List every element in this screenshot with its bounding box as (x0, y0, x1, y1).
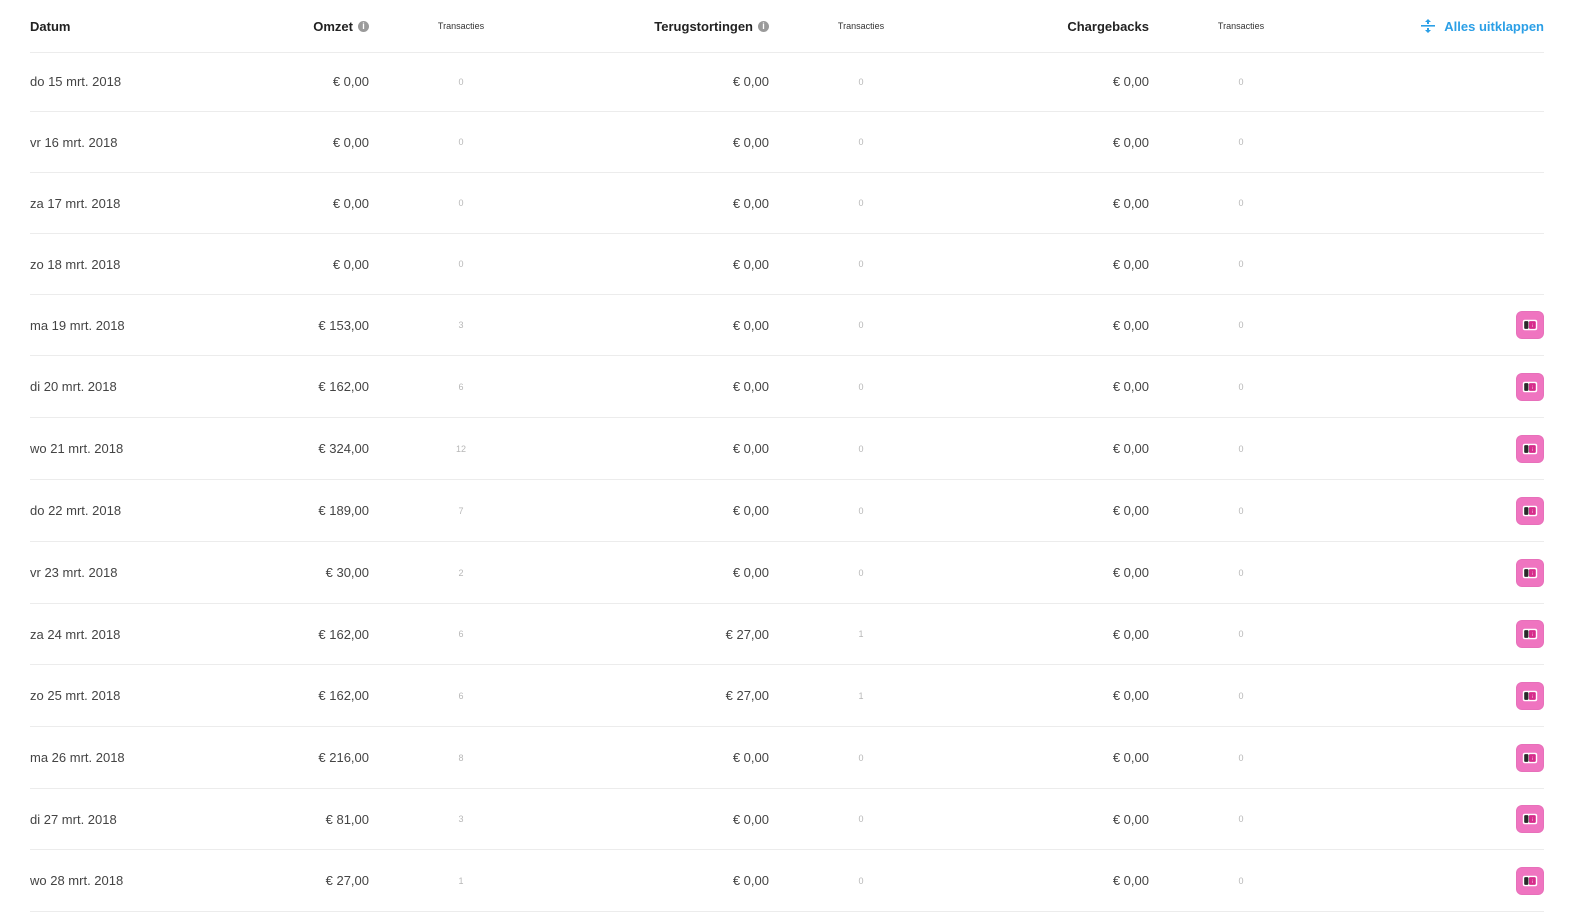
omzet-amount: € 0,00 (332, 134, 369, 150)
chargebacks-transactions-count: 0 (1238, 505, 1244, 516)
terugstortingen-cell (600, 665, 769, 726)
terugstortingen-amount: € 0,00 (732, 195, 769, 211)
payment-method-cell (1414, 789, 1544, 849)
payment-method-cell (1414, 52, 1544, 111)
omzet-transactions-cell (431, 789, 491, 849)
table-row[interactable] (30, 850, 1544, 912)
chargebacks-transactions-cell (1211, 52, 1271, 111)
omzet-transactions-cell (431, 850, 491, 911)
chargebacks-transactions-cell (1211, 665, 1271, 726)
chargebacks-transactions-cell (1211, 356, 1271, 417)
omzet-amount: € 153,00 (318, 317, 369, 333)
terugstortingen-cell (600, 173, 769, 233)
svg-text:i: i (1531, 322, 1533, 328)
terugstortingen-cell (600, 727, 769, 788)
ideal-icon (1522, 505, 1538, 517)
terugstortingen-transactions-cell (831, 727, 891, 788)
terugstortingen-transactions-count: 1 (858, 629, 864, 639)
omzet-transactions-count: 0 (458, 259, 464, 269)
chargebacks-cell (980, 173, 1149, 233)
payment-method-cell (1414, 173, 1544, 233)
chargebacks-transactions-cell (1211, 295, 1271, 355)
date-text: di 27 mrt. 2018 (30, 811, 117, 827)
terugstortingen-amount: € 0,00 (732, 134, 769, 150)
chargebacks-transactions-count: 0 (1238, 198, 1244, 208)
terugstortingen-transactions-cell (831, 418, 891, 479)
omzet-transactions-cell (431, 173, 491, 233)
omzet-cell (200, 604, 369, 664)
column-header-omzet-transacties (431, 0, 491, 52)
terugstortingen-cell (600, 52, 769, 111)
date-text: vr 16 mrt. 2018 (30, 134, 118, 150)
chargebacks-transactions-cell (1211, 234, 1271, 294)
terugstortingen-transacties-label: Transacties (837, 21, 885, 31)
payment-method-cell (1414, 542, 1544, 603)
chargebacks-cell (980, 234, 1149, 294)
terugstortingen-transactions-count: 0 (858, 198, 864, 208)
svg-text:i: i (1531, 570, 1533, 576)
omzet-amount: € 324,00 (318, 441, 369, 456)
omzet-transactions-cell (431, 480, 491, 541)
payment-method-cell (1414, 665, 1544, 726)
omzet-transactions-cell (431, 52, 491, 111)
chargebacks-cell (980, 356, 1149, 417)
omzet-transactions-count: 7 (458, 505, 464, 516)
ideal-icon (1522, 567, 1538, 579)
date-text: ma 26 mrt. 2018 (30, 750, 125, 765)
omzet-transactions-cell (431, 542, 491, 603)
chargebacks-transactions-cell (1211, 850, 1271, 911)
omzet-transactions-cell (431, 112, 491, 172)
info-icon[interactable]: i (758, 21, 769, 32)
date-text: zo 18 mrt. 2018 (30, 256, 121, 272)
chargebacks-amount: € 0,00 (1112, 811, 1149, 827)
svg-text:i: i (1531, 446, 1533, 452)
omzet-amount: € 162,00 (318, 626, 369, 642)
svg-text:i: i (1531, 816, 1533, 822)
terugstortingen-amount: € 0,00 (732, 565, 769, 580)
chargebacks-transactions-count: 0 (1238, 259, 1244, 269)
chargebacks-transactions-cell (1211, 418, 1271, 479)
expand-all-button[interactable] (1414, 0, 1544, 52)
terugstortingen-transactions-cell (831, 789, 891, 849)
chargebacks-transactions-cell (1211, 112, 1271, 172)
table-row[interactable] (30, 234, 1544, 295)
table-row[interactable] (30, 604, 1544, 665)
expand-all-label: Alles uitklappen (1444, 18, 1544, 34)
omzet-amount: € 162,00 (318, 379, 369, 394)
chargebacks-amount: € 0,00 (1112, 688, 1149, 703)
terugstortingen-amount: € 0,00 (732, 379, 769, 394)
omzet-transactions-cell (431, 295, 491, 355)
omzet-transactions-cell (431, 665, 491, 726)
chargebacks-transactions-cell (1211, 789, 1271, 849)
chargebacks-transactions-cell (1211, 173, 1271, 233)
omzet-amount: € 81,00 (325, 811, 369, 827)
chargebacks-amount: € 0,00 (1112, 441, 1149, 456)
chargebacks-transactions-cell (1211, 480, 1271, 541)
chargebacks-cell (980, 52, 1149, 111)
ideal-icon (1522, 381, 1538, 393)
date-text: za 17 mrt. 2018 (30, 195, 121, 211)
chargebacks-transactions-count: 0 (1238, 320, 1244, 330)
info-icon[interactable]: i (358, 21, 369, 32)
date-text: za 24 mrt. 2018 (30, 626, 121, 642)
terugstortingen-cell (600, 418, 769, 479)
omzet-transactions-count: 0 (458, 137, 464, 147)
chargebacks-transactions-count: 0 (1238, 690, 1244, 701)
chargebacks-cell (980, 665, 1149, 726)
svg-text:i: i (1531, 878, 1533, 884)
ideal-icon (1522, 443, 1538, 455)
omzet-transactions-count: 12 (455, 443, 466, 454)
terugstortingen-transactions-count: 0 (858, 381, 864, 392)
ideal-payment-button[interactable] (1516, 497, 1544, 525)
ideal-payment-button[interactable] (1516, 867, 1544, 895)
terugstortingen-transactions-count: 1 (858, 690, 864, 701)
terugstortingen-cell (600, 295, 769, 355)
chargebacks-transactions-count: 0 (1238, 137, 1244, 147)
terugstortingen-transactions-cell (831, 234, 891, 294)
terugstortingen-cell (600, 542, 769, 603)
terugstortingen-cell (600, 356, 769, 417)
date-text: vr 23 mrt. 2018 (30, 565, 118, 580)
terugstortingen-transactions-count: 0 (858, 505, 864, 516)
terugstortingen-cell (600, 480, 769, 541)
table-row[interactable] (30, 480, 1544, 542)
terugstortingen-transactions-cell (831, 604, 891, 664)
svg-text:i: i (1531, 508, 1533, 514)
omzet-transactions-count: 0 (458, 198, 464, 208)
terugstortingen-transactions-cell (831, 480, 891, 541)
terugstortingen-amount: € 0,00 (732, 74, 769, 89)
terugstortingen-transactions-count: 0 (858, 752, 864, 763)
terugstortingen-transactions-count: 0 (858, 137, 864, 147)
omzet-cell (200, 112, 369, 172)
chargebacks-cell (980, 604, 1149, 664)
terugstortingen-amount: € 0,00 (732, 441, 769, 456)
terugstortingen-amount: € 0,00 (732, 503, 769, 518)
terugstortingen-transactions-cell (831, 850, 891, 911)
table-row[interactable] (30, 112, 1544, 173)
chargebacks-amount: € 0,00 (1112, 195, 1149, 211)
terugstortingen-transactions-count: 0 (858, 259, 864, 269)
table-row[interactable] (30, 542, 1544, 604)
omzet-amount: € 0,00 (332, 195, 369, 211)
column-header-terugstortingen[interactable] (600, 0, 769, 52)
chargebacks-cell (980, 112, 1149, 172)
chargebacks-amount: € 0,00 (1112, 317, 1149, 333)
omzet-cell (200, 173, 369, 233)
omzet-transactions-count: 2 (458, 567, 464, 578)
ideal-payment-button[interactable] (1516, 311, 1544, 339)
payment-method-cell (1414, 234, 1544, 294)
date-text: zo 25 mrt. 2018 (30, 688, 121, 703)
omzet-amount: € 0,00 (332, 256, 369, 272)
column-header-chargebacks-transacties (1211, 0, 1271, 52)
table-row[interactable] (30, 295, 1544, 356)
terugstortingen-amount: € 27,00 (725, 626, 769, 642)
omzet-cell (200, 356, 369, 417)
omzet-amount: € 30,00 (325, 565, 369, 580)
chargebacks-amount: € 0,00 (1112, 256, 1149, 272)
payment-method-cell (1414, 112, 1544, 172)
terugstortingen-amount: € 27,00 (725, 688, 769, 703)
terugstortingen-amount: € 0,00 (732, 317, 769, 333)
omzet-cell (200, 234, 369, 294)
chargebacks-amount: € 0,00 (1112, 74, 1149, 89)
omzet-cell (200, 727, 369, 788)
omzet-cell (200, 480, 369, 541)
omzet-cell (200, 850, 369, 911)
date-text: wo 21 mrt. 2018 (30, 441, 124, 456)
table-row[interactable] (30, 665, 1544, 727)
omzet-transactions-count: 6 (458, 381, 464, 392)
table-row[interactable] (30, 727, 1544, 789)
omzet-transactions-count: 0 (458, 76, 464, 87)
chargebacks-transactions-count: 0 (1238, 875, 1244, 886)
chargebacks-cell (980, 727, 1149, 788)
terugstortingen-transactions-cell (831, 356, 891, 417)
omzet-transactions-cell (431, 418, 491, 479)
omzet-transactions-cell (431, 356, 491, 417)
chargebacks-amount: € 0,00 (1112, 379, 1149, 394)
chargebacks-cell (980, 789, 1149, 849)
svg-text:i: i (1531, 693, 1533, 699)
omzet-cell (200, 789, 369, 849)
ideal-icon (1522, 319, 1538, 331)
chargebacks-transactions-cell (1211, 727, 1271, 788)
chargebacks-amount: € 0,00 (1112, 873, 1149, 888)
ideal-icon (1522, 875, 1538, 887)
terugstortingen-amount: € 0,00 (732, 811, 769, 827)
terugstortingen-transactions-cell (831, 295, 891, 355)
ideal-payment-button[interactable] (1516, 373, 1544, 401)
payment-method-cell (1414, 727, 1544, 788)
chargebacks-header-label: Chargebacks (1067, 18, 1149, 34)
terugstortingen-transactions-count: 0 (858, 76, 864, 87)
svg-text:i: i (1531, 384, 1533, 390)
omzet-transacties-label: Transacties (437, 21, 485, 31)
terugstortingen-cell (600, 789, 769, 849)
chargebacks-transactions-count: 0 (1238, 814, 1244, 824)
table-header (30, 0, 1544, 53)
chargebacks-cell (980, 418, 1149, 479)
omzet-transactions-count: 6 (458, 690, 464, 701)
omzet-cell (200, 665, 369, 726)
chargebacks-cell (980, 542, 1149, 603)
terugstortingen-transactions-count: 0 (858, 875, 864, 886)
chargebacks-amount: € 0,00 (1112, 503, 1149, 518)
omzet-cell (200, 418, 369, 479)
terugstortingen-transactions-cell (831, 52, 891, 111)
terugstortingen-transactions-cell (831, 665, 891, 726)
chargebacks-amount: € 0,00 (1112, 750, 1149, 765)
terugstortingen-transactions-cell (831, 542, 891, 603)
expand-icon (1420, 18, 1436, 34)
chargebacks-transactions-count: 0 (1238, 629, 1244, 639)
chargebacks-transactions-count: 0 (1238, 443, 1244, 454)
terugstortingen-amount: € 0,00 (732, 873, 769, 888)
chargebacks-transactions-cell (1211, 604, 1271, 664)
table-row[interactable] (30, 418, 1544, 480)
svg-text:i: i (1531, 631, 1533, 637)
terugstortingen-transactions-count: 0 (858, 814, 864, 824)
payment-method-cell (1414, 356, 1544, 417)
chargebacks-amount: € 0,00 (1112, 565, 1149, 580)
omzet-amount: € 0,00 (332, 74, 369, 89)
date-text: do 15 mrt. 2018 (30, 74, 122, 89)
date-text: do 22 mrt. 2018 (30, 503, 122, 518)
date-text: di 20 mrt. 2018 (30, 379, 117, 394)
chargebacks-amount: € 0,00 (1112, 626, 1149, 642)
ideal-payment-button[interactable] (1516, 559, 1544, 587)
terugstortingen-transactions-cell (831, 112, 891, 172)
ideal-payment-button[interactable] (1516, 682, 1544, 710)
omzet-transactions-cell (431, 234, 491, 294)
omzet-transactions-cell (431, 604, 491, 664)
chargebacks-transactions-count: 0 (1238, 76, 1244, 87)
omzet-transactions-count: 6 (458, 629, 464, 639)
ideal-payment-button[interactable] (1516, 805, 1544, 833)
omzet-transactions-count: 8 (458, 752, 464, 763)
table-row[interactable] (30, 356, 1544, 418)
ideal-payment-button[interactable] (1516, 435, 1544, 463)
chargebacks-transactions-count: 0 (1238, 567, 1244, 578)
omzet-amount: € 189,00 (318, 503, 369, 518)
terugstortingen-header-label: Terugstortingen (654, 18, 753, 34)
terugstortingen-cell (600, 850, 769, 911)
chargebacks-transactions-cell (1211, 542, 1271, 603)
table-row[interactable] (30, 789, 1544, 850)
ideal-icon (1522, 628, 1538, 640)
payment-method-cell (1414, 480, 1544, 541)
table-row[interactable] (30, 52, 1544, 112)
omzet-transactions-count: 3 (458, 814, 464, 824)
payment-method-cell (1414, 418, 1544, 479)
omzet-transactions-count: 1 (458, 875, 464, 886)
omzet-amount: € 27,00 (325, 873, 369, 888)
chargebacks-amount: € 0,00 (1112, 134, 1149, 150)
omzet-transactions-cell (431, 727, 491, 788)
omzet-header-label: Omzet (313, 18, 353, 34)
payment-method-cell (1414, 850, 1544, 911)
terugstortingen-amount: € 0,00 (732, 256, 769, 272)
chargebacks-transactions-count: 0 (1238, 752, 1244, 763)
terugstortingen-amount: € 0,00 (732, 750, 769, 765)
datum-header-label: Datum (30, 18, 71, 34)
payment-method-cell (1414, 604, 1544, 664)
omzet-transactions-count: 3 (458, 320, 464, 330)
ideal-icon (1522, 690, 1538, 702)
chargebacks-cell (980, 850, 1149, 911)
omzet-cell (200, 295, 369, 355)
date-text: ma 19 mrt. 2018 (30, 317, 125, 333)
terugstortingen-cell (600, 604, 769, 664)
ideal-icon (1522, 813, 1538, 825)
omzet-cell (200, 52, 369, 111)
omzet-amount: € 216,00 (318, 750, 369, 765)
column-header-terugstortingen-transacties (831, 0, 891, 52)
date-text: wo 28 mrt. 2018 (30, 873, 124, 888)
terugstortingen-transactions-count: 0 (858, 567, 864, 578)
terugstortingen-cell (600, 234, 769, 294)
terugstortingen-transactions-count: 0 (858, 443, 864, 454)
omzet-cell (200, 542, 369, 603)
table-row[interactable] (30, 173, 1544, 234)
ideal-payment-button[interactable] (1516, 744, 1544, 772)
ideal-payment-button[interactable] (1516, 620, 1544, 648)
chargebacks-cell (980, 295, 1149, 355)
payment-method-cell (1414, 295, 1544, 355)
column-header-omzet[interactable] (200, 0, 369, 52)
ideal-icon (1522, 752, 1538, 764)
chargebacks-cell (980, 480, 1149, 541)
omzet-amount: € 162,00 (318, 688, 369, 703)
chargebacks-transacties-label: Transacties (1217, 21, 1265, 31)
terugstortingen-cell (600, 112, 769, 172)
svg-text:i: i (1531, 755, 1533, 761)
terugstortingen-transactions-count: 0 (858, 320, 864, 330)
chargebacks-transactions-count: 0 (1238, 381, 1244, 392)
column-header-chargebacks[interactable] (980, 0, 1149, 52)
terugstortingen-transactions-cell (831, 173, 891, 233)
